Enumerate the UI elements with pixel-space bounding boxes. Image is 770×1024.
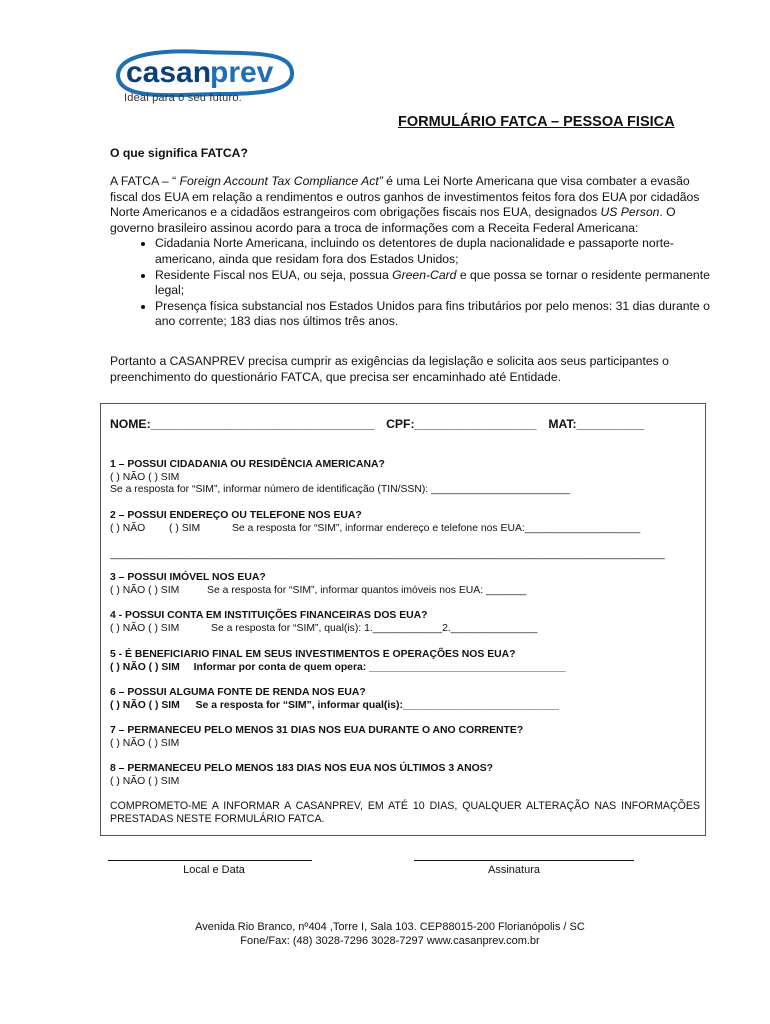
nome-field[interactable]: NOME:_________________________________ [110,417,375,431]
logo-tagline: Ideal para o seu futuro. [124,92,242,104]
intro-paragraph: A FATCA – “ Foreign Account Tax Compliance Act” é uma Lei Norte Americana que visa combater a evasão fiscal dos EUA em relação a rendimentos e outros ganhos de investimentos feitos fora dos EUA por cidadãos Norte Americanos e a cidadãos estrangeiros com obrigações fiscais nos EUA, designados US Person. O governo brasileiro assinou acordo para a troca de informações com a Receita Federal Americana: • Cidadania Norte Americana, incluindo os detentores de dupla nacionalidade e passaporte norte-americano, ainda que residam fora dos Estados Unidos; • Residente Fiscal nos EUA, ou seja, possua Green-Card e que possa se tornar o residente permanente legal; • Presença física substancial nos Estados Unidos para fins tributários por pelo menos: 31 dias durante o ano corrente; 183 dias nos últimos três anos. [110,174,710,330]
list-item: • Cidadania Norte Americana, incluindo os detentores de dupla nacionalidade e passaporte norte-americano, ainda que residam fora dos Estados Unidos; [155,236,710,267]
question-2-no[interactable]: ( ) NÃO [110,522,146,534]
question-6-label: 6 – POSSUI ALGUMA FONTE DE RENDA NOS EUA? [110,687,366,698]
question-5-options[interactable]: ( ) NÃO ( ) SIM [110,661,180,673]
commitment-statement: COMPROMETO-ME A INFORMAR A CASANPREV, EM ATÉ 10 DIAS, QUALQUER ALTERAÇÃO NAS INFORMAÇÕES PRESTADAS NESTE FORMULÁRIO FATCA. [110,800,700,825]
intro-question: O que significa FATCA? [110,146,248,160]
footer-address: Avenida Rio Branco, nº404 ,Torre I, Sala 103. CEP88015-200 Florianópolis / SC [195,921,585,933]
signature-line[interactable] [414,860,634,861]
question-6-options[interactable]: ( ) NÃO ( ) SIM [110,699,180,711]
local-data-line[interactable] [108,860,312,861]
question-7-options[interactable]: ( ) NÃO ( ) SIM [110,737,180,749]
question-8 [110,763,700,788]
intro-conclusion: Portanto a CASANPREV precisa cumprir as exigências da legislação e solicita aos seus participantes o preenchimento do questionário FATCA, que precisa ser encaminhado até Entidade. [110,354,669,384]
list-item: • Presença física substancial nos Estados Unidos para fins tributários por pelo menos: 31 dias durante o ano corrente; 183 dias nos últimos três anos. [155,299,710,330]
question-5-label: 5 - É BENEFICIARIO FINAL EM SEUS INVESTIMENTOS E OPERAÇÕES NOS EUA? [110,649,516,660]
question-3-options[interactable]: ( ) NÃO ( ) SIM [110,584,180,596]
question-2-detail[interactable]: Se a resposta for “SIM”, informar endereço e telefone nos EUA:____________________ [231,522,641,534]
footer-contact: Fone/Fax: (48) 3028-7296 3028-7297 www.casanprev.com.br [240,935,540,947]
svg-text:casan: casan [126,56,212,89]
question-3-detail[interactable]: Se a resposta for “SIM”, informar quantos imóveis nos EUA: _______ [207,584,527,596]
question-4-label: 4 - POSSUI CONTA EM INSTITUIÇÕES FINANCEIRAS DOS EUA? [110,610,428,621]
signature-label: Assinatura [488,864,540,876]
question-2-yes[interactable]: ( ) SIM [169,522,201,534]
list-item: • Residente Fiscal nos EUA, ou seja, possua Green-Card e que possa se tornar o residente permanente legal; [155,268,710,299]
question-5 [110,649,700,674]
question-4 [110,610,700,635]
question-2 [110,510,700,535]
question-6 [110,687,700,712]
page-title: FORMULÁRIO FATCA – PESSOA FISICA [398,114,675,130]
question-4-options[interactable]: ( ) NÃO ( ) SIM [110,622,180,634]
question-6-detail[interactable]: Se a resposta for “SIM”, informar qual(is):___________________________ [195,699,559,711]
question-7 [110,725,700,750]
question-1 [110,459,700,497]
question-7-label: 7 – PERMANECEU PELO MENOS 31 DIAS NOS EUA DURANTE O ANO CORRENTE? [110,725,524,736]
question-1-label: 1 – POSSUI CIDADANIA OU RESIDÊNCIA AMERICANA? [110,459,385,470]
question-4-detail[interactable]: Se a resposta for “SIM”, qual(is): 1.____________2._______________ [211,622,538,634]
question-8-label: 8 – PERMANECEU PELO MENOS 183 DIAS NOS EUA NOS ÚLTIMOS 3 ANOS? [110,763,493,774]
question-2-label: 2 – POSSUI ENDEREÇO OU TELEFONE NOS EUA? [110,510,362,521]
question-1-options[interactable]: ( ) NÃO ( ) SIM [110,471,180,483]
question-8-options[interactable]: ( ) NÃO ( ) SIM [110,775,180,787]
local-data-label: Local e Data [183,864,245,876]
criteria-list [110,236,710,330]
mat-field[interactable]: MAT:__________ [548,417,645,431]
question-3 [110,572,700,597]
question-3-label: 3 – POSSUI IMÓVEL NOS EUA? [110,572,266,583]
question-5-detail[interactable]: Informar por conta de quem opera: __________________________________ [193,661,566,673]
question-1-detail[interactable]: Se a resposta for “SIM”, informar número de identificação (TIN/SSN): ________________________ [110,484,570,496]
question-2-extra-line[interactable]: ________________________________________________________________________________________________ [110,549,665,560]
cpf-field[interactable]: CPF:__________________ [386,417,537,431]
svg-text:prev: prev [210,56,274,89]
identification-row [110,418,700,433]
